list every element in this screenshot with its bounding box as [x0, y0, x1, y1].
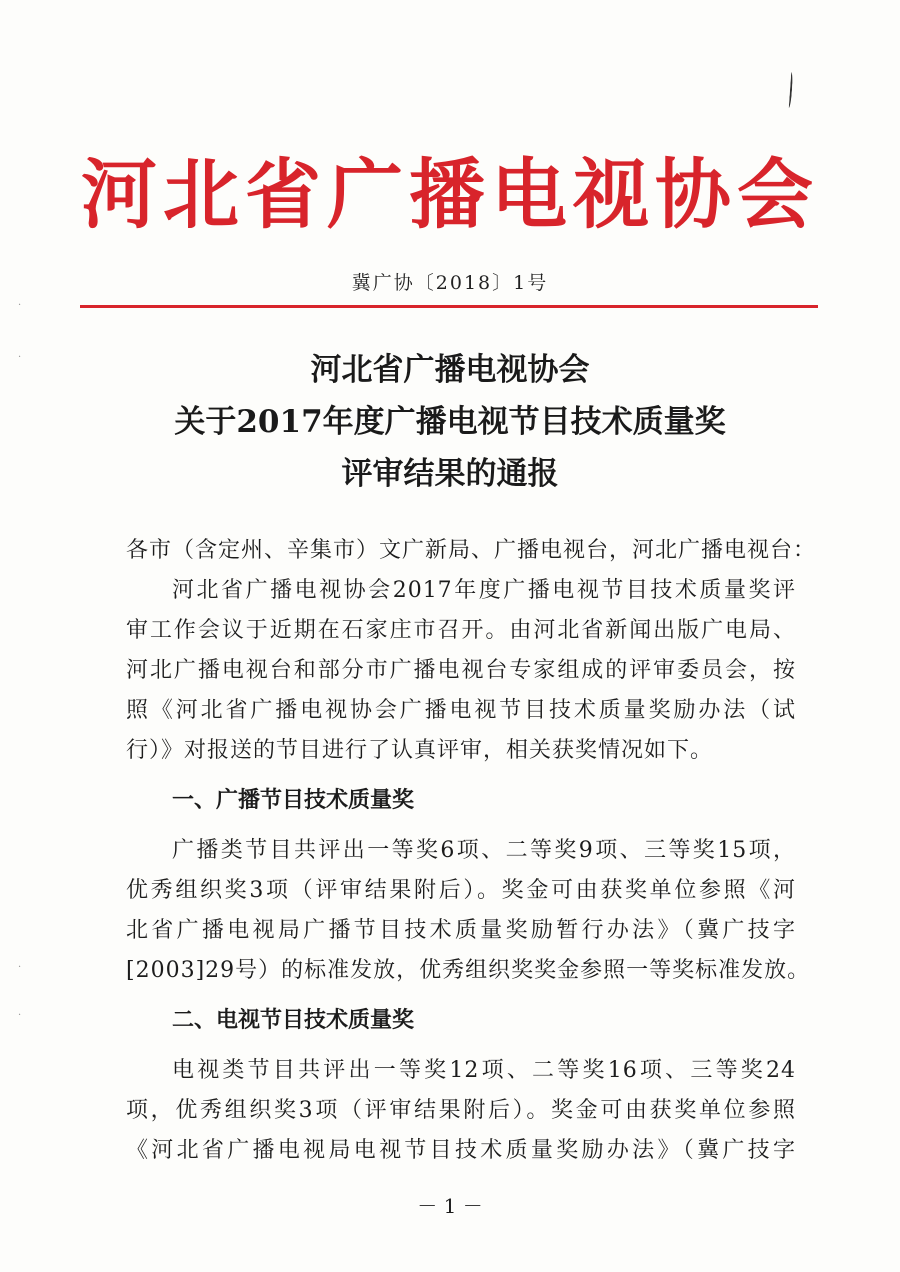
paragraph-line: 审工作会议于近期在石家庄市召开。由河北省新闻出版广电局、 [126, 618, 796, 643]
paragraph-line: 照《河北省广播电视协会广播电视节目技术质量奖励办法（试 [126, 698, 796, 723]
paragraph-line: 《河北省广播电视局电视节目技术质量奖励办法》（冀广技字 [126, 1138, 796, 1163]
section-heading-radio: 一、广播节目技术质量奖 [172, 788, 415, 813]
document-number: 冀广协〔2018〕1号 [351, 272, 549, 294]
masthead-title: 河北省广播电视协会 [81, 150, 819, 239]
salutation: 各市（含定州、辛集市）文广新局、广播电视台，河北广播电视台： [126, 538, 817, 563]
paragraph-line: 优秀组织奖3项（评审结果附后）。奖金可由获奖单位参照《河 [126, 878, 796, 903]
scan-dot: · [18, 1010, 22, 1021]
paragraph-line: 项，优秀组织奖3项（评审结果附后）。奖金可由获奖单位参照 [126, 1098, 796, 1123]
section-heading-tv: 二、电视节目技术质量奖 [172, 1008, 415, 1033]
paragraph-line: [2003]29号）的标准发放，优秀组织奖奖金参照一等奖标准发放。 [126, 958, 811, 983]
paragraph-line: 北省广播电视局广播节目技术质量奖励暂行办法》（冀广技字 [126, 918, 796, 943]
title-line-2: 关于2017年度广播电视节目技术质量奖 [174, 404, 726, 440]
pen-mark [787, 72, 794, 108]
page-number: － 1 － [417, 1194, 483, 1218]
paragraph-line: 电视类节目共评出一等奖12项、二等奖16项、三等奖24 [172, 1058, 796, 1083]
paragraph-line: 河北广播电视台和部分市广播电视台专家组成的评审委员会，按 [126, 658, 796, 683]
scan-dot: · [18, 352, 22, 363]
paragraph-line: 广播类节目共评出一等奖6项、二等奖9项、三等奖15项， [172, 838, 796, 863]
title-line-3: 评审结果的通报 [341, 456, 559, 492]
scan-dot: · [18, 300, 22, 311]
red-divider [80, 305, 818, 308]
paragraph-line: 河北省广播电视协会2017年度广播电视节目技术质量奖评 [172, 578, 796, 603]
paragraph-line: 行）》对报送的节目进行了认真评审，相关获奖情况如下。 [126, 738, 714, 763]
title-line-1: 河北省广播电视协会 [310, 352, 590, 388]
scan-dot: · [18, 962, 22, 973]
